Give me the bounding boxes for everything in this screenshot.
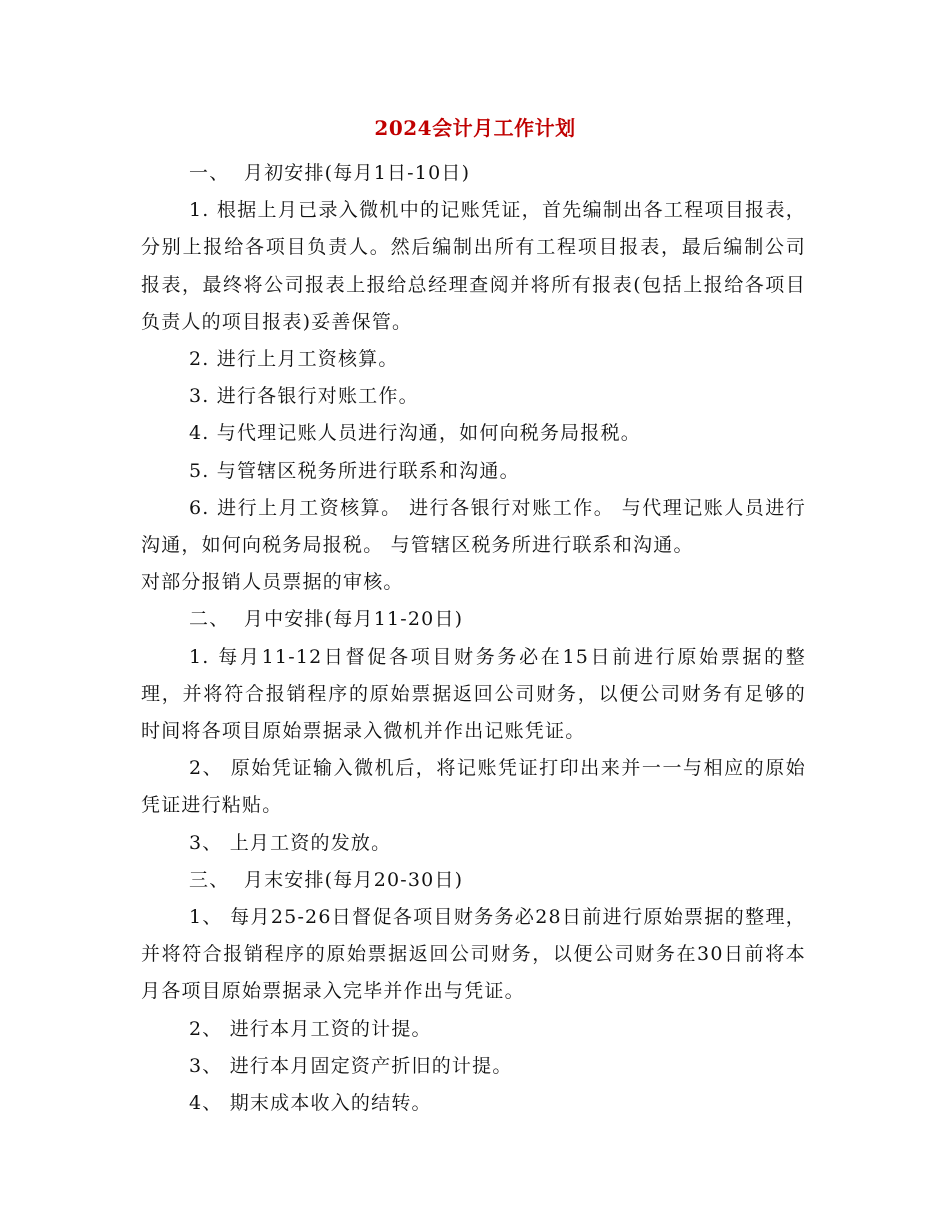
paragraph-3-2: 2、 进行本月工资的计提。 [189, 1017, 432, 1040]
paragraph-3-1: 1、 每月25-26日督促各项目财务务必28日前进行原始票据的整理，并将符合报销程序的原始票据返回公司财务，以便公司财务在30日前将本月各项目原始票据录入完毕并作出与凭证。 [141, 906, 806, 1003]
paragraph-1-1: 1. 根据上月已录入微机中的记账凭证，首先编制出各工程项目报表，分别上报给各项目负责人。然后编制出所有工程项目报表，最后编制公司报表，最终将公司报表上报给总经理查阅并将所有报表(包括上报给各项目负责人的项目报表)妥善保管。 [141, 199, 806, 333]
paragraph-2-3: 3、 上月工资的发放。 [189, 831, 392, 854]
paragraph-1-6: 6. 进行上月工资核算。 进行各银行对账工作。 与代理记账人员进行沟通，如何向税务局报税。 与管辖区税务所进行联系和沟通。 [141, 496, 806, 557]
document-title: 2024会计月工作计划 [374, 116, 576, 140]
paragraph-1-3: 3. 进行各银行对账工作。 [189, 385, 419, 408]
paragraph-3-3: 3、 进行本月固定资产折旧的计提。 [189, 1054, 513, 1077]
paragraph-1-5: 5. 与管辖区税务所进行联系和沟通。 [189, 459, 520, 482]
document-body [141, 155, 806, 1122]
paragraph-1-4: 4. 与代理记账人员进行沟通，如何向税务局报税。 [189, 422, 641, 445]
paragraph-1-2: 2. 进行上月工资核算。 [189, 348, 399, 371]
section-heading-2: 二、 月中安排(每月11-20日) [189, 608, 464, 631]
paragraph-2-1: 1. 每月11-12日督促各项目财务务必在15日前进行原始票据的整理，并将符合报销程序的原始票据返回公司财务，以便公司财务有足够的时间将各项目原始票据录入微机并作出记账凭证。 [141, 645, 806, 743]
section-heading-3: 三、 月末安排(每月20-30日) [189, 868, 464, 891]
paragraph-3-4: 4、 期末成本收入的结转。 [189, 1092, 432, 1115]
paragraph-1-7: 对部分报销人员票据的审核。 [141, 571, 404, 594]
section-heading-1: 一、 月初安排(每月1日-10日) [189, 162, 471, 184]
paragraph-2-2: 2、 原始凭证输入微机后，将记账凭证打印出来并一一与相应的原始凭证进行粘贴。 [141, 757, 806, 817]
